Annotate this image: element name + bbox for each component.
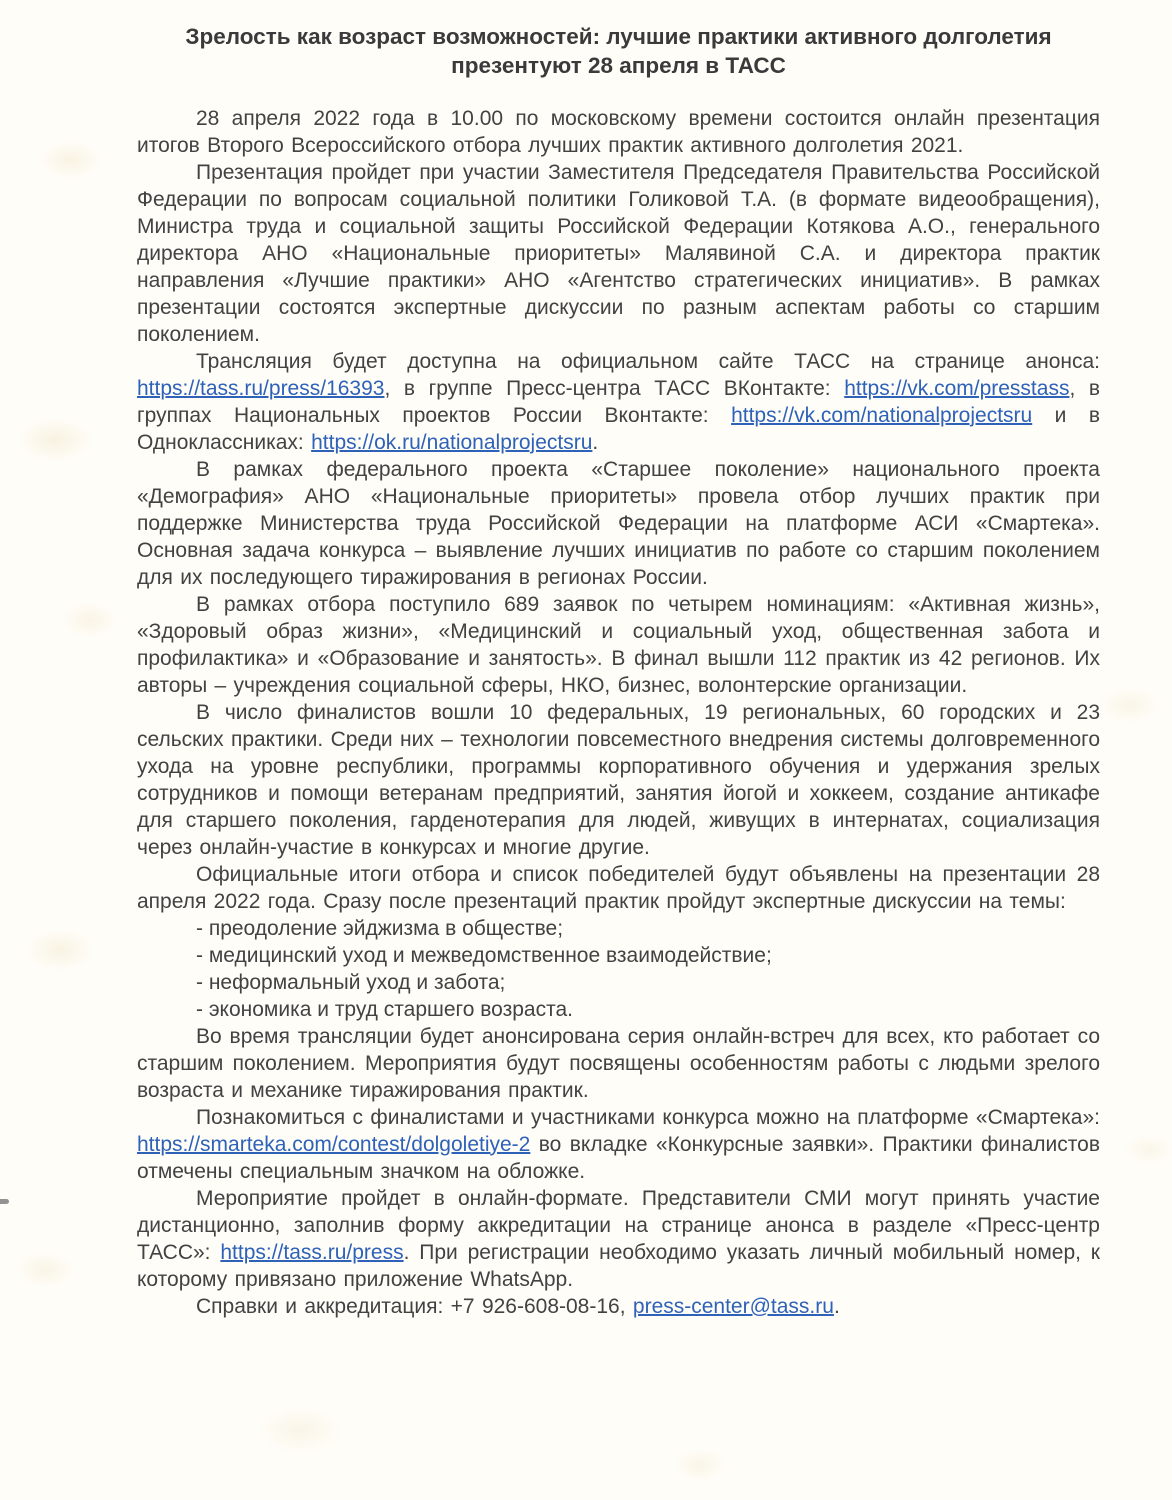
paragraph: Мероприятие пройдет в онлайн-формате. Представители СМИ могут принять участие дистанционно, заполнив форму аккредитации на странице анонса в разделе «Пресс-центр ТАСС»: https://tass.ru/press. При регистрации необходимо указать личный мобильный номер, к которому привязано приложение WhatsApp.: [137, 1187, 1100, 1291]
paragraph: 28 апреля 2022 года в 10.00 по московскому времени состоится онлайн презентация итогов Второго Всероссийского отбора лучших практик активного долголетия 2021.: [137, 107, 1100, 157]
document-title: [137, 22, 1100, 80]
link-ok-nationalprojectsru[interactable]: https://ok.ru/nationalprojectsru: [311, 431, 593, 454]
title-line-1: Зрелость как возраст возможностей: лучшие практики активного долголетия: [185, 24, 1052, 49]
paragraph: Трансляция будет доступна на официальном сайте ТАСС на странице анонса: https://tass.ru/press/16393, в группе Пресс-центра ТАСС ВКонтакте: https://vk.com/presstass, в группах Национальных проектов России Вконтакте: https://vk.com/nationalprojectsru и в Одноклассниках: https://ok.ru/nationalprojectsru.: [137, 350, 1100, 454]
link-vk-nationalprojectsru[interactable]: https://vk.com/nationalprojectsru: [731, 404, 1033, 427]
link-tass-press-16393[interactable]: https://tass.ru/press/16393: [137, 377, 385, 400]
link-vk-presstass[interactable]: https://vk.com/presstass: [844, 377, 1070, 400]
paragraph: Познакомиться с финалистами и участниками конкурса можно на платформе «Смартека»: https://smarteka.com/contest/dolgoletiye-2 во вкладке «Конкурсные заявки». Практики финалистов отмечены специальным значком на обложке.: [137, 1106, 1100, 1183]
title-line-2: презентуют 28 апреля в ТАСС: [451, 53, 786, 78]
list-item: - экономика и труд старшего возраста.: [196, 998, 573, 1021]
paragraph: Официальные итоги отбора и список победителей будут объявлены на презентации 28 апреля 2022 года. Сразу после презентаций практик пройдут экспертные дискуссии на темы:: [137, 863, 1100, 913]
scan-artifact-smudge: [0, 1199, 9, 1204]
paragraph: В рамках федерального проекта «Старшее поколение» национального проекта «Демография» АНО «Национальные приоритеты» провела отбор лучших практик при поддержке Министерства труда Российской Федерации на платформе АСИ «Смартека». Основная задача конкурса – выявление лучших инициатив по работе со старшим поколением для их последующего тиражирования в регионах России.: [137, 458, 1100, 589]
paragraph: Во время трансляции будет анонсирована серия онлайн-встреч для всех, кто работает со старшим поколением. Мероприятия будут посвящены особенностям работы с людьми зрелого возраста и механике тиражирования практик.: [137, 1025, 1100, 1102]
document-content: [137, 22, 1100, 1320]
link-tass-press[interactable]: https://tass.ru/press: [220, 1241, 404, 1264]
list-item: - преодоление эйджизма в обществе;: [196, 917, 564, 940]
paragraph: В число финалистов вошли 10 федеральных, 19 региональных, 60 городских и 23 сельских практики. Среди них – технологии повсеместного внедрения системы долговременного ухода на уровне республики, программы корпоративного обучения и удержания зрелых сотрудников и помощи ветеранам предприятий, занятия йогой и хоккеем, создание антикафе для старшего поколения, гарденотерапия для людей, живущих в интернатах, социализация через онлайн-участие в конкурсах и многие другие.: [137, 701, 1100, 859]
list-item: - неформальный уход и забота;: [196, 971, 506, 994]
paragraph: В рамках отбора поступило 689 заявок по четырем номинациям: «Активная жизнь», «Здоровый образ жизни», «Медицинский и социальный уход, общественная забота и профилактика» и «Образование и занятость». В финал вышли 112 практик из 42 регионов. Их авторы – учреждения социальной сферы, НКО, бизнес, волонтерские организации.: [137, 593, 1100, 697]
list-item: - медицинский уход и межведомственное взаимодействие;: [196, 944, 772, 967]
paragraph: Презентация пройдет при участии Заместителя Председателя Правительства Российской Федерации по вопросам социальной политики Голиковой Т.А. (в формате видеообращения), Министра труда и социальной защиты Российской Федерации Котякова А.О., генерального директора АНО «Национальные приоритеты» Малявиной С.А. и директора практик направления «Лучшие практики» АНО «Агентство стратегических инициатив». В рамках презентации состоятся экспертные дискуссии по разным аспектам работы со старшим поколением.: [137, 161, 1100, 346]
link-press-center-email[interactable]: press-center@tass.ru: [632, 1295, 834, 1318]
document-body: [137, 105, 1100, 1320]
paragraph: Справки и аккредитация: +7 926-608-08-16, press-center@tass.ru.: [196, 1295, 840, 1318]
link-smarteka-contest[interactable]: https://smarteka.com/contest/dolgoletiye-2: [137, 1133, 531, 1156]
